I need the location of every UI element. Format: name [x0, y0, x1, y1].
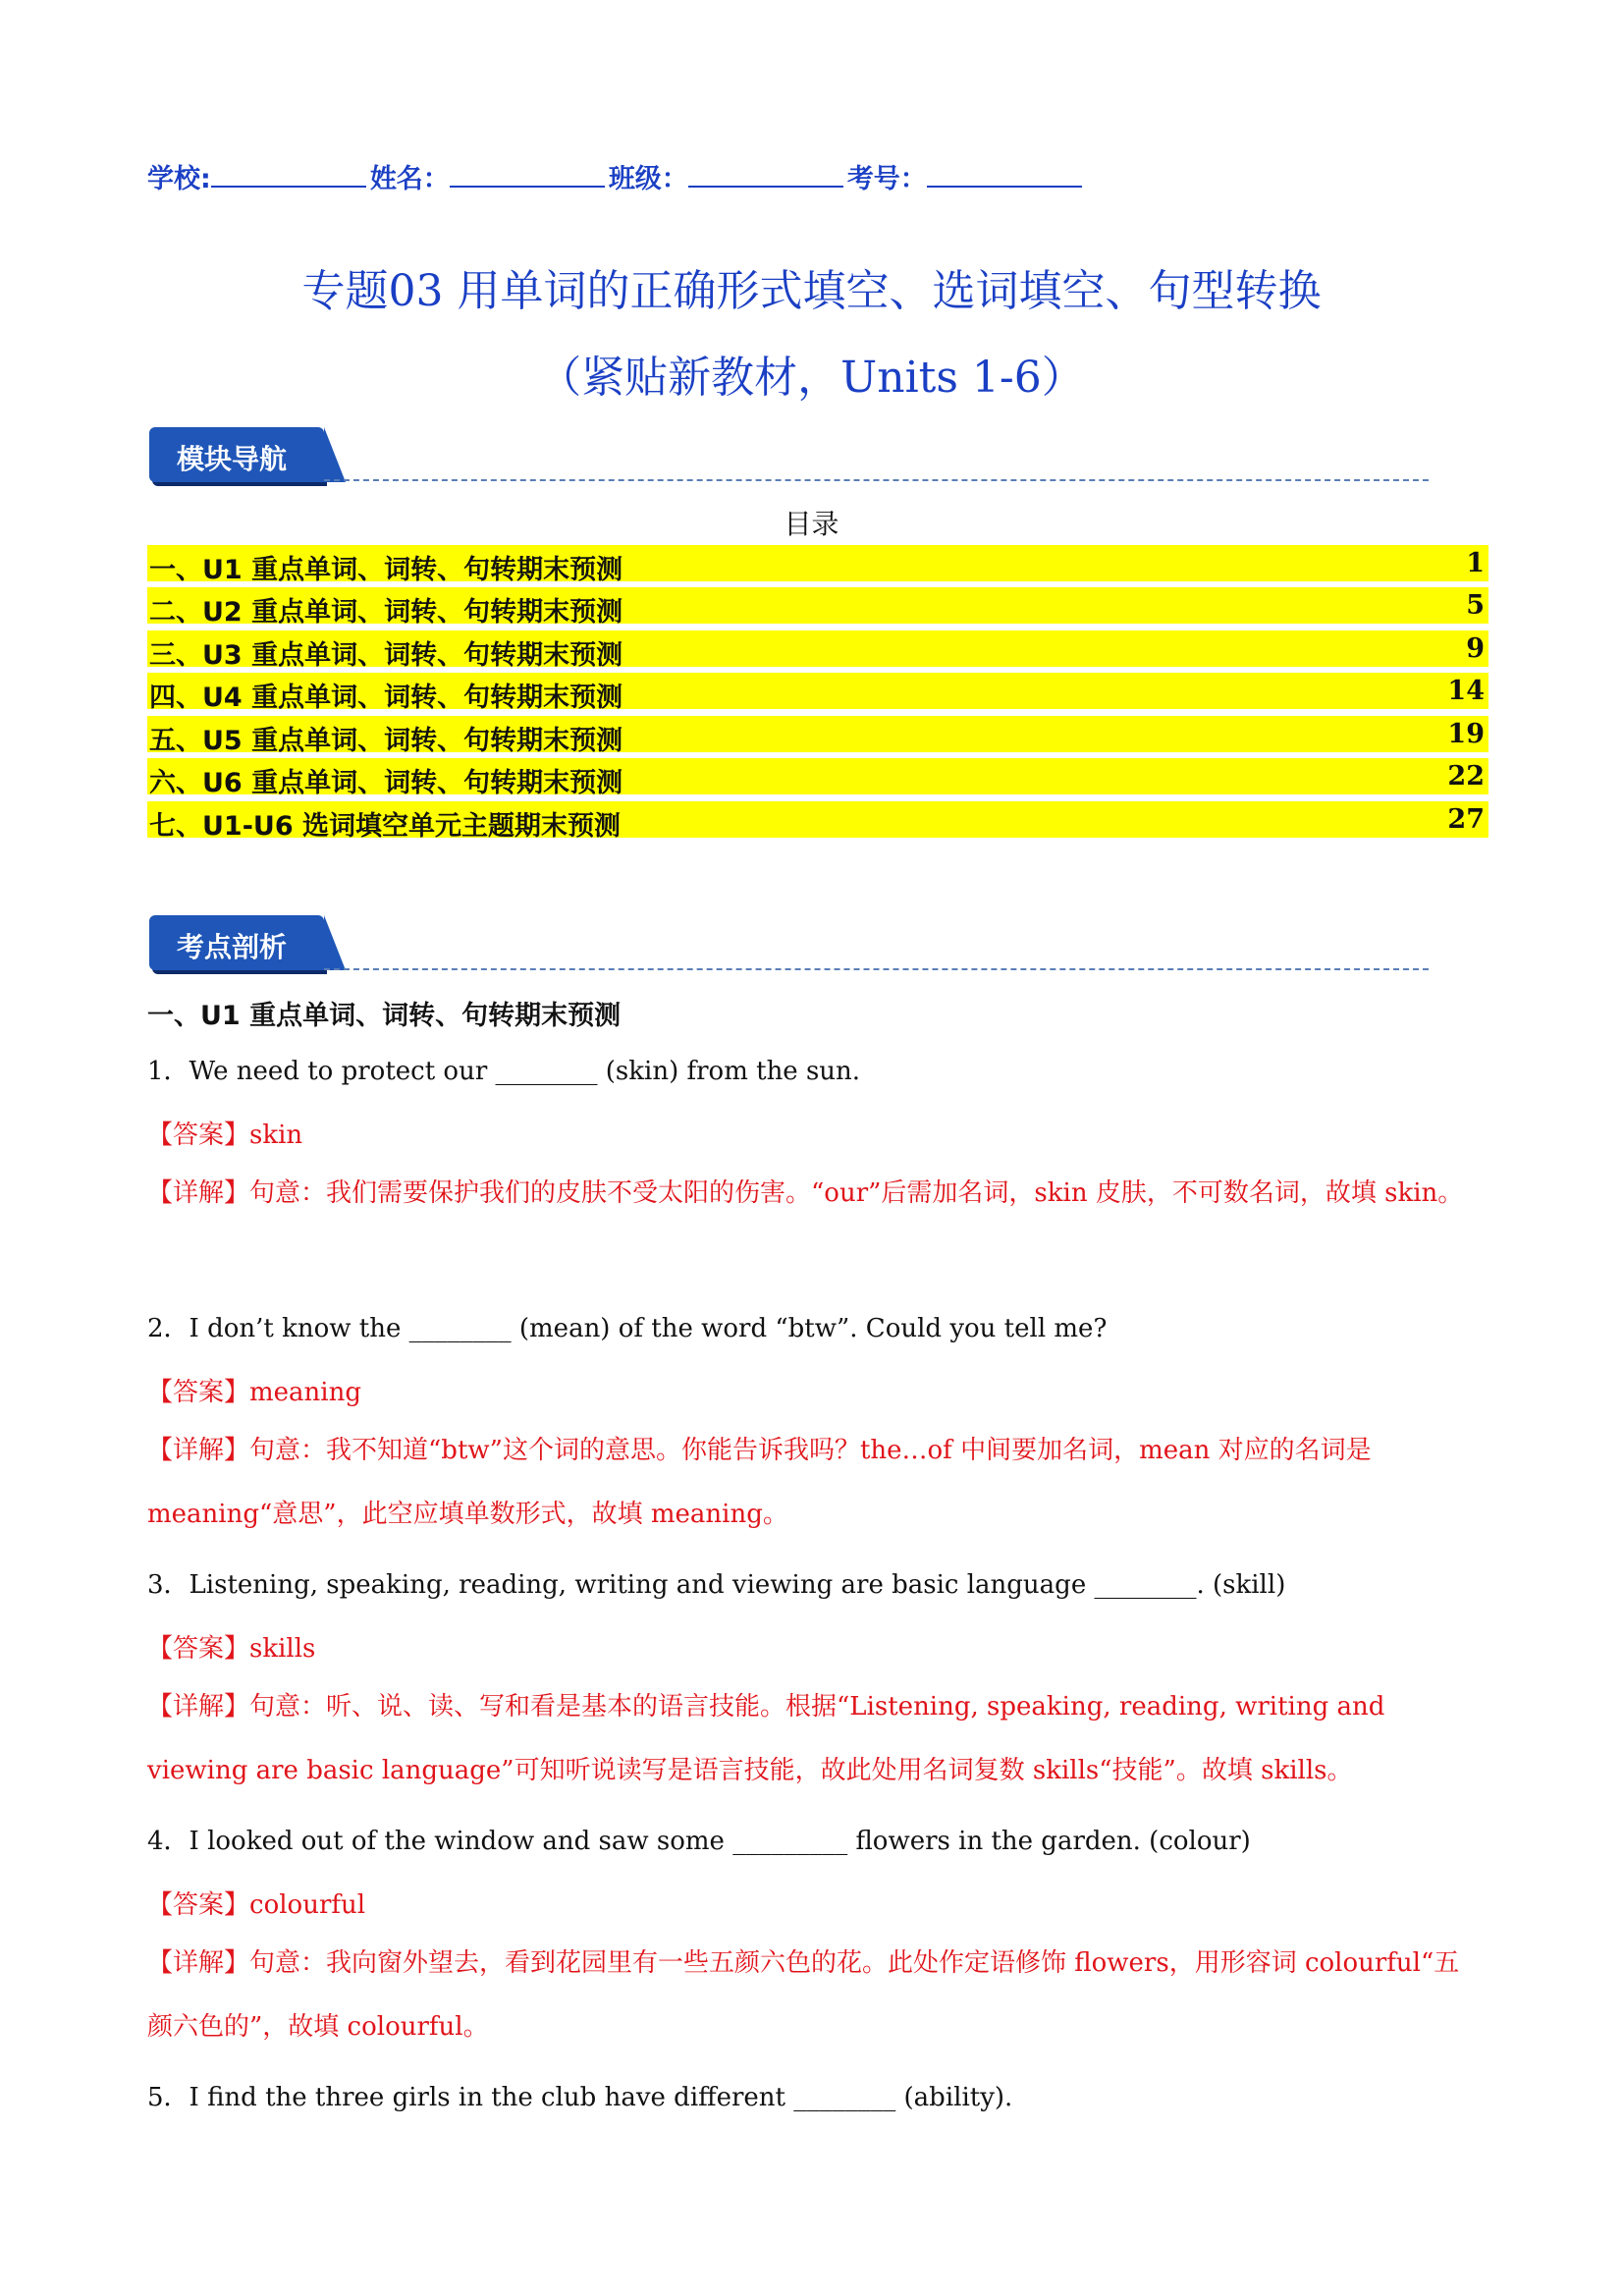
answer-text: skills	[249, 1634, 316, 1664]
answer-text: colourful	[249, 1890, 366, 1920]
toc-item-label: 六、U6 重点单词、词转、句转期末预测	[149, 768, 623, 798]
toc-item-label: 七、U1-U6 选词填空单元主题期末预测	[149, 811, 622, 842]
name-label: 姓名：	[369, 164, 450, 194]
number-blank[interactable]	[927, 164, 1082, 188]
question-1: 1．We need to protect our ________ (skin) from the sun.	[147, 1057, 861, 1086]
explain-text: 句意：我向窗外望去，看到花园里有一些五颜六色的花。此处作定语修饰 flowers，用形容词 colourful“五颜六色的”，故填 colourful。	[147, 1948, 1460, 2042]
divider	[324, 479, 1429, 481]
toc-item-page: 19	[1447, 719, 1485, 749]
student-info-line	[147, 157, 1086, 195]
name-blank[interactable]	[450, 164, 605, 188]
school-blank[interactable]	[211, 164, 366, 188]
toc-item-label: 四、U4 重点单词、词转、句转期末预测	[149, 683, 623, 713]
explain-text: 句意：我们需要保护我们的皮肤不受太阳的伤害。“our”后需加名词，skin 皮肤，不可数名词，故填 skin。	[249, 1178, 1464, 1208]
toc-item-page: 9	[1466, 633, 1485, 664]
toc-item[interactable]	[147, 545, 1488, 585]
section-heading: 一、U1 重点单词、词转、句转期末预测	[147, 1001, 622, 1031]
school-label: 学校:	[147, 164, 211, 194]
explain-text: 句意：我不知道“btw”这个词的意思。你能告诉我吗？the…of 中间要加名词，mean 对应的名词是 meaning“意思”，此空应填单数形式，故填 meaning。	[147, 1436, 1372, 1529]
document-title: 专题03 用单词的正确形式填空、选词填空、句型转换	[301, 266, 1322, 316]
answer-text: skin	[249, 1121, 303, 1150]
module-nav-label: 模块导航	[177, 443, 288, 475]
number-label: 考号：	[846, 164, 927, 194]
toc-item-page: 1	[1466, 548, 1485, 578]
answer-1	[147, 1115, 302, 1151]
toc-item-label: 三、U3 重点单词、词转、句转期末预测	[149, 640, 623, 671]
toc-item[interactable]	[147, 716, 1488, 756]
toc-item-page: 14	[1447, 676, 1485, 706]
toc-item-page: 27	[1447, 804, 1485, 835]
toc-item[interactable]	[147, 587, 1488, 628]
explanation-1	[147, 1162, 1483, 1226]
toc-item[interactable]	[147, 673, 1488, 713]
explain-tag: 【详解】	[147, 1178, 250, 1208]
toc-item[interactable]	[147, 758, 1488, 798]
explain-text: 句意：听、说、读、写和看是基本的语言技能。根据“Listening, speaking, reading, writing and viewing are basic language”可知听说读写是语言技能，故此处用名词复数 skills“技能”。故填 skills。	[147, 1692, 1385, 1785]
explain-tag: 【详解】	[147, 1436, 250, 1465]
question-5: 5．I find the three girls in the club have different ________ (ability).	[147, 2083, 1013, 2112]
answer-4	[147, 1885, 365, 1921]
document-subtitle: （紧贴新教材，Units 1-6）	[538, 353, 1085, 403]
question-2: 2．I don’t know the ________ (mean) of the word “btw”. Could you tell me?	[147, 1314, 1108, 1343]
class-label: 班级：	[608, 164, 688, 194]
answer-tag: 【答案】	[147, 1634, 250, 1664]
answer-tag: 【答案】	[147, 1890, 250, 1920]
explain-tag: 【详解】	[147, 1692, 250, 1722]
toc-item-label: 二、U2 重点单词、词转、句转期末预测	[149, 597, 623, 628]
divider	[324, 968, 1429, 970]
explain-tag: 【详解】	[147, 1948, 250, 1978]
question-3: 3．Listening, speaking, reading, writing and viewing are basic language ________. (skill)	[147, 1570, 1286, 1600]
toc-title: 目录	[784, 508, 839, 540]
answer-text: meaning	[249, 1378, 362, 1407]
toc-item-label: 五、U5 重点单词、词转、句转期末预测	[149, 726, 623, 756]
question-4: 4．I looked out of the window and saw some _________ flowers in the garden. (colour)	[147, 1827, 1251, 1856]
answer-tag: 【答案】	[147, 1121, 250, 1150]
explanation-2	[147, 1419, 1483, 1547]
answer-2	[147, 1372, 361, 1408]
explanation-3	[147, 1675, 1483, 1803]
toc-item-page: 22	[1447, 761, 1485, 792]
toc-item[interactable]	[147, 630, 1488, 671]
explanation-4	[147, 1932, 1483, 2059]
answer-tag: 【答案】	[147, 1378, 250, 1407]
analysis-label: 考点剖析	[177, 931, 288, 963]
toc-item[interactable]	[147, 801, 1488, 842]
answer-3	[147, 1628, 315, 1665]
toc-item-label: 一、U1 重点单词、词转、句转期末预测	[149, 555, 623, 585]
toc-item-page: 5	[1466, 590, 1485, 621]
class-blank[interactable]	[688, 164, 843, 188]
